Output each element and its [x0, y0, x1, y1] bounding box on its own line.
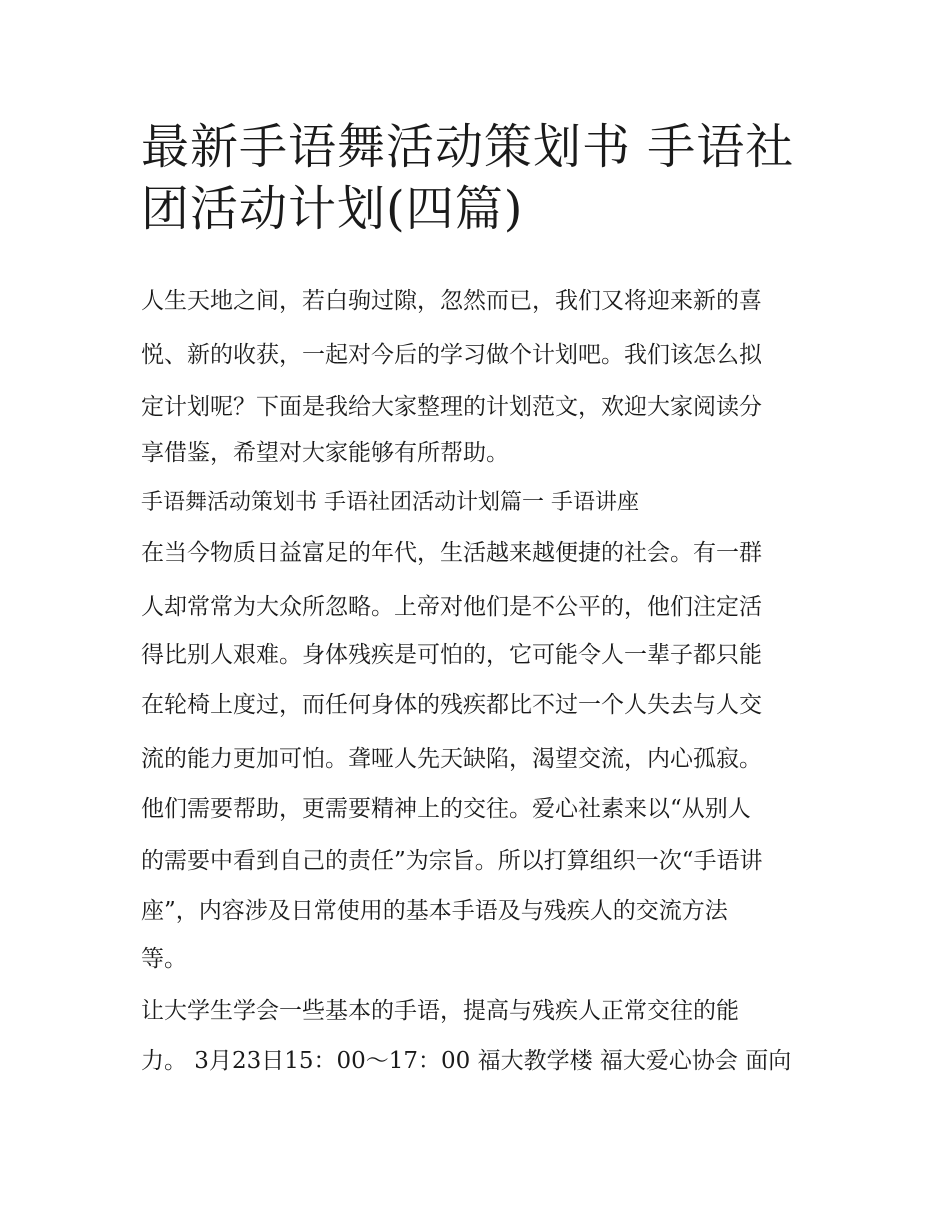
body-line: 座”，内容涉及日常使用的基本手语及与残疾人的交流方法 — [141, 898, 728, 924]
body-line: 等。 — [141, 946, 187, 972]
intro-line: 享借鉴，希望对大家能够有所帮助。 — [141, 440, 509, 466]
body-line: 力。 3月23日15：00～17：00 福大教学楼 福大爱心协会 面向 — [141, 1048, 792, 1074]
document-title: 最新手语舞活动策划书 手语社团活动计划(四篇) — [141, 119, 795, 237]
section-heading: 手语舞活动策划书 手语社团活动计划篇一 手语讲座 — [141, 490, 639, 515]
body-line: 他们需要帮助，更需要精神上的交往。爱心社素来以“从别人 — [141, 796, 751, 822]
body-line: 流的能力更加可怕。聋哑人先天缺陷，渴望交流，内心孤寂。 — [141, 746, 762, 772]
intro-line: 悦、新的收获，一起对今后的学习做个计划吧。我们该怎么拟 — [141, 342, 762, 368]
intro-line: 人生天地之间，若白驹过隙，忽然而已，我们又将迎来新的喜 — [141, 288, 762, 314]
body-line: 让大学生学会一些基本的手语，提高与残疾人正常交往的能 — [141, 998, 739, 1024]
intro-line: 定计划呢？下面是我给大家整理的计划范文，欢迎大家阅读分 — [141, 394, 762, 420]
body-line: 的需要中看到自己的责任”为宗旨。所以打算组织一次“手语讲 — [141, 848, 763, 874]
body-line: 在轮椅上度过，而任何身体的残疾都比不过一个人失去与人交 — [141, 692, 762, 718]
body-line: 得比别人艰难。身体残疾是可怕的，它可能令人一辈子都只能 — [141, 642, 762, 668]
body-line: 在当今物质日益富足的年代，生活越来越便捷的社会。有一群 — [141, 540, 762, 566]
body-line: 人却常常为大众所忽略。上帝对他们是不公平的，他们注定活 — [141, 594, 762, 620]
